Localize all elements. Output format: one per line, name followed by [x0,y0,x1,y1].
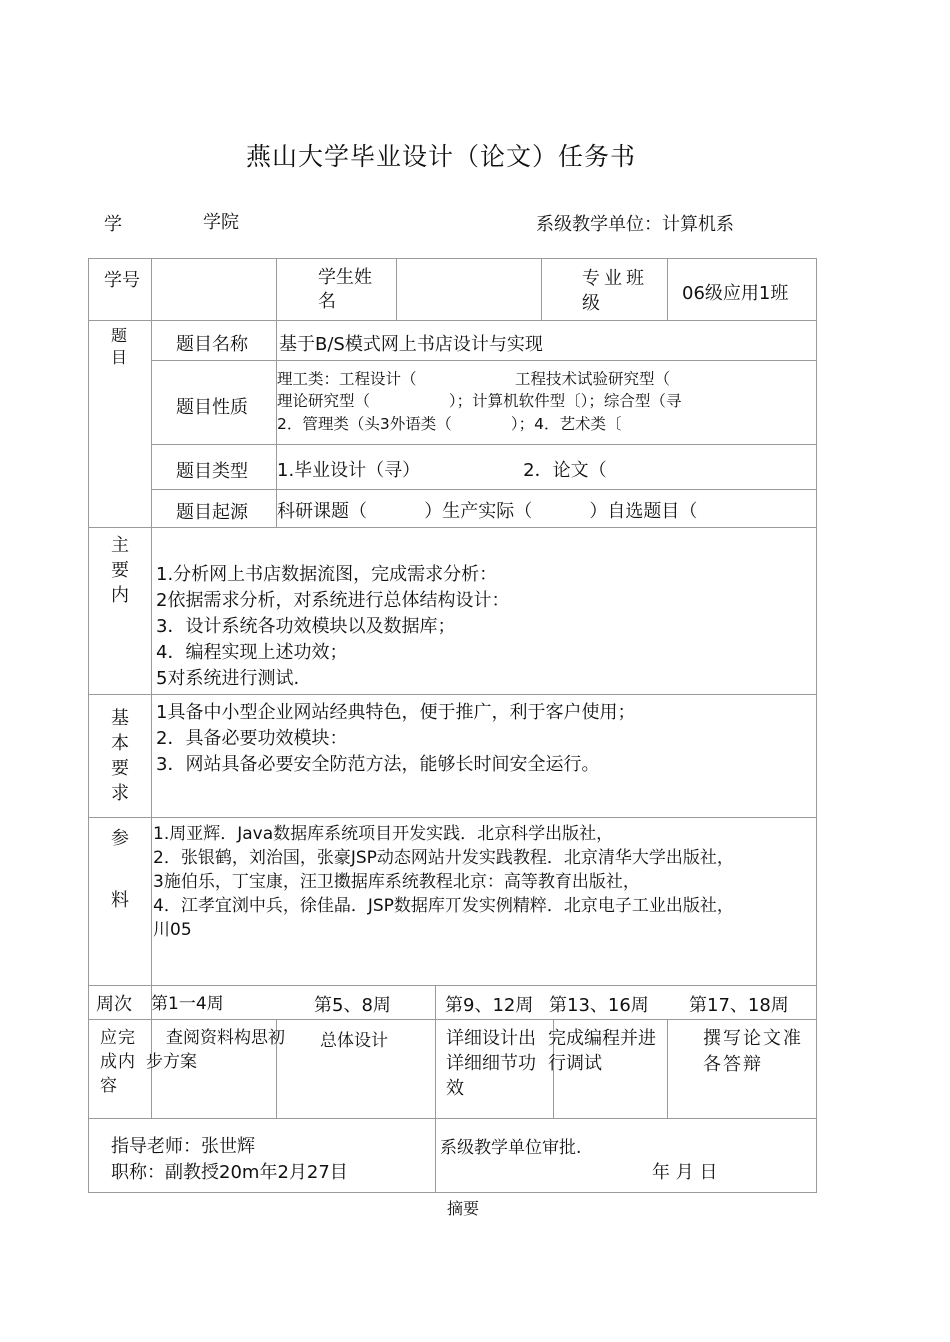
table-border-left [88,258,89,1193]
divider [667,258,668,320]
requirements-list [156,700,635,778]
major-class-value: 06级应用1班 [682,283,789,304]
divider [396,258,397,320]
list-item: 3．网站具备必要安全防范方法，能够长时间安全运行。 [156,754,600,775]
week-cell: 第13、16周 [549,995,649,1016]
label-char: 本 [111,733,129,754]
week-cell: 第17、18周 [689,995,789,1016]
list-item: 3．设计系统各功效模块以及数据库； [156,616,456,637]
content-label: 应完成内容 [100,1028,136,1096]
topic-nature-line: 理论研究型（ ）；计算机软件型〔）；综合型（寻 [277,392,682,410]
topic-source-label: 题目起源 [176,502,248,523]
divider [541,258,542,320]
list-item: 3施伯乐，丁宝康，汪卫擞据库系统教程北京：高等教育出版社， [153,872,640,892]
topic-nature-label: 题目性质 [176,397,248,418]
main-content-label [111,533,129,608]
list-item: 2依据需求分析，对系统进行总体结构设计： [156,590,510,611]
dept-label [536,210,734,236]
divider [88,1019,817,1020]
list-item: 5对系统进行测试. [156,668,300,689]
week-cell: 第5、8周 [314,995,391,1016]
references-label-bottom: 料 [111,890,129,911]
list-item: 1具备中小型企业网站经典特色，便于推广，利于客户使用； [156,702,636,723]
content-cell: 总体设计 [320,1031,388,1051]
list-item: 1.周亚辉．Java数据库系统项目开发实践．北京科学出版社， [153,824,614,844]
week-label: 周次 [96,994,132,1015]
list-item: 4．江孝宜浏中兵，徐佳晶．JSP数据库丌发实例精粹．北京电子工业出版社， [153,896,734,916]
student-id-label: 学号 [104,270,140,291]
content-cell: 撰写论文准各答辩 [703,1028,803,1075]
divider [88,527,817,528]
divider [88,694,817,695]
college-value: 学院 [203,212,239,233]
divider [151,489,817,490]
college-label: 学 [104,214,122,235]
label-char: 内 [111,585,129,606]
table-border-right [816,258,817,1193]
advisor-title-date: 职称：副教授20m年2月27目 [111,1162,348,1183]
content-cell: 查阅资料构思初步方案 [146,1028,285,1072]
divider [88,985,817,986]
student-name-label: 学生姓名 [318,267,372,312]
divider [435,985,436,1192]
page-footer: 摘要 [447,1199,480,1218]
list-item: 1.分析网上书店数据流图，完成需求分析： [156,564,498,585]
requirements-label [111,706,129,806]
label-char: 要 [111,560,129,581]
label-char: 求 [111,783,129,804]
divider [276,258,277,320]
topic-source-value: 科研课题（ ）生产实际（ ）自选题目（ [277,501,698,522]
major-class-label: 专业班级 [582,268,648,314]
references-list [153,822,734,942]
divider [151,258,152,320]
list-item: 4．编程实现上述功效； [156,642,348,663]
topic-type-value: 1.毕业设计（寻） 2．论文（ [277,460,607,481]
divider [88,1118,817,1119]
dept-label-text: 系级教学单位： [536,214,662,235]
topic-nature-line: 理工类：工程设计（ 工程技术试验研究型（ [277,370,671,388]
week-cell: 第1一4周 [151,994,224,1014]
divider [151,360,817,361]
references-label-top: 参 [111,828,129,849]
content-cell: 完成编程并进行调试 [548,1028,656,1074]
table-border-bottom [88,1192,817,1193]
dept-value: 计算机系 [662,214,734,235]
approval-date: 年 月 日 [652,1162,718,1183]
dept-approval: 系级教学单位审批. [440,1138,582,1158]
divider [151,444,817,445]
label-char: 主 [111,535,129,556]
topic-nature-line: 2．管理类（头3外语类（ ）；4．艺术类〔 [277,415,622,433]
advisor-name: 指导老师：张世辉 [111,1136,255,1157]
page-title: 燕山大学毕业设计（论文）任务书 [246,142,637,171]
divider [88,320,817,321]
topic-name-label: 题目名称 [176,334,248,355]
divider [88,817,817,818]
main-content-list [156,562,509,692]
list-item: 2．具备必要功效模块： [156,728,348,749]
table-border-top [88,258,817,259]
label-char: 要 [111,758,129,779]
topic-name-value: 基于B/S模式网上书店设计与实现 [279,334,543,355]
divider [151,320,152,985]
topic-type-label: 题目类型 [176,461,248,482]
content-cell: 详细设计出详细细节功效 [446,1028,536,1099]
label-char: 基 [111,708,129,729]
topic-section-label: 题目 [111,326,128,367]
list-item: 2．张银鹤，刘治国，张豪JSP动态网站廾发实践教程．北京清华大学出版社， [153,848,734,868]
week-cell: 第9、12周 [445,995,534,1016]
list-item: 川05 [153,920,192,940]
